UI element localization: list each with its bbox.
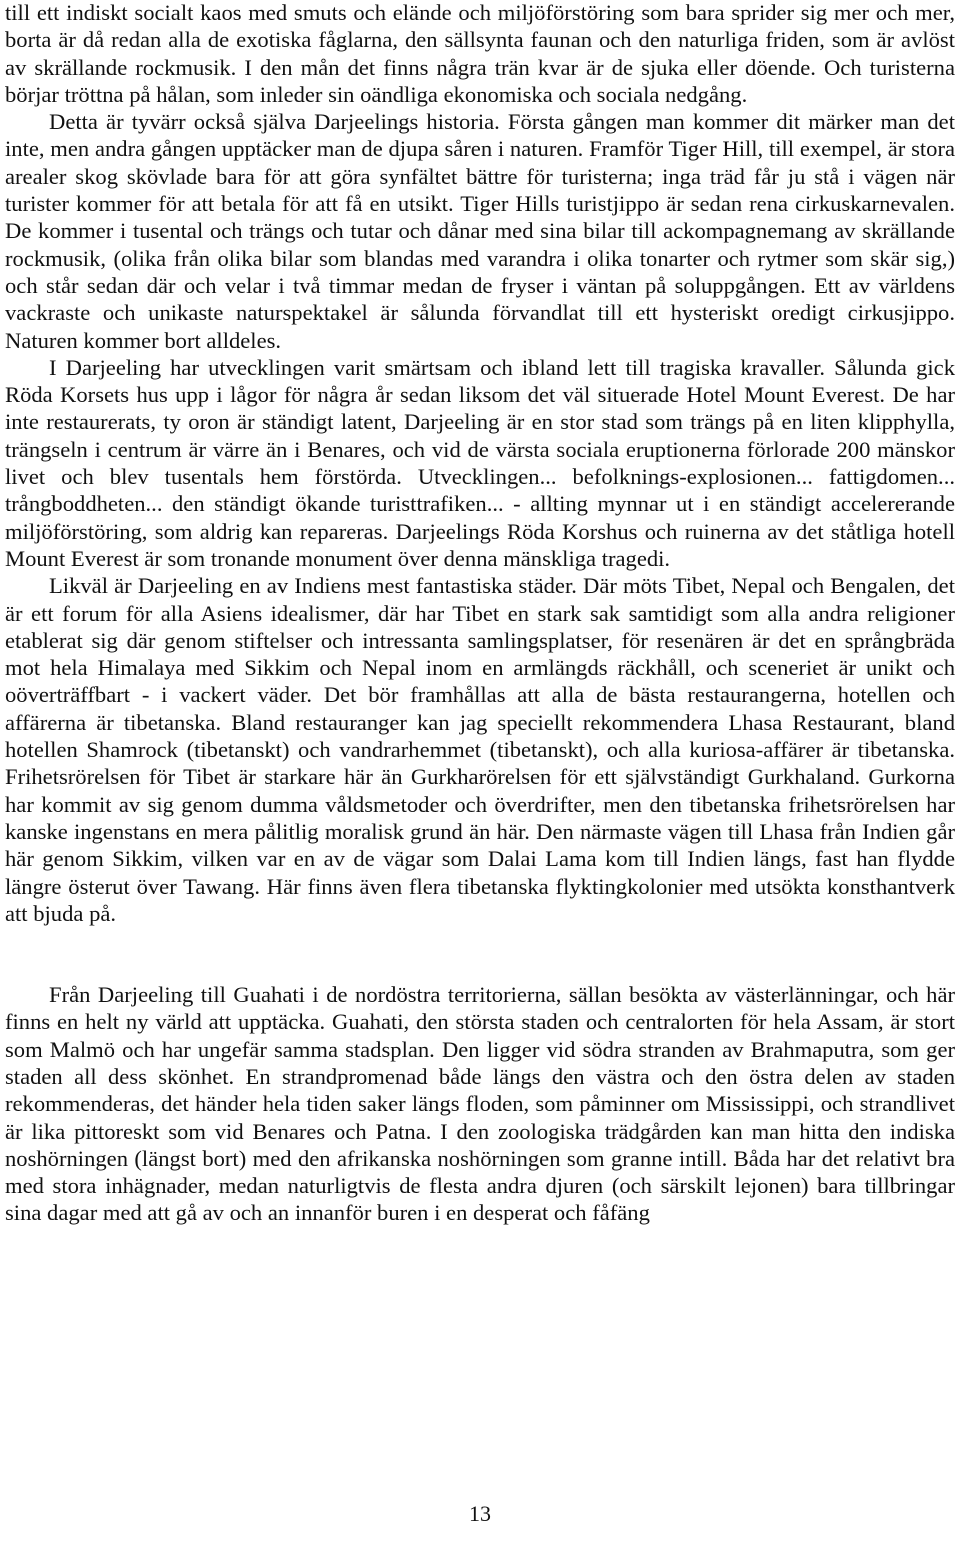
paragraph-5: Från Darjeeling till Guahati i de nordöstra territorierna, sällan besökta av västerlänningar, och här finns en helt ny värld att upptäcka. Guahati, den största staden och centralorten för hela Assam, är stort som Malmö och har ungefär samma stadsplan. Den ligger vid södra stranden av Brahmaputra, som ger staden all dess skönhet. En strandpromenad både längs den västra och den östra delen av staden rekommenderas, det händer hela tiden saker längs floden, som påminner om Mississippi, och strandlivet är lika pittoreskt som vid Benares och Patna. I den zoologiska trädgården kan man hitta den indiska noshörningen (längst bort) med den afrikanska noshörningen som granne intill. Båda har det relativt bra med stora inhägnader, medan naturligtvis de flesta andra djuren (och särskilt lejonen) bara tillbringar sina dagar med att gå av och an innanför buren i en desperat och fåfäng — [5, 982, 955, 1226]
paragraph-3: I Darjeeling har utvecklingen varit smärtsam och ibland lett till tragiska kravaller. Sålunda gick Röda Korsets hus upp i lågor för några år sedan liksom det väl situerade Hotel Mount Everest. De har inte restaurerats, ty oron är ständigt latent, Darjeeling är en stor stad som trängs på en liten klipphylla, trängseln i centrum är värre än i Benares, och vid de värsta sociala eruptionerna förlorade 200 mänskor livet och blev tusentals hem förstörda. Utvecklingen... befolknings-explosionen... fattigdomen... trångboddheten... den ständigt ökande turisttrafiken... - allting mynnar ut i en ständigt accelererande miljöförstöring, som aldrig kan repareras. Darjeelings Röda Korshus och ruinerna av det ståtliga hotell Mount Everest är som tronande monument över denna mänskliga tragedi. — [5, 354, 955, 571]
paragraph-2: Detta är tyvärr också själva Darjeelings historia. Första gången man kommer dit märker man det inte, men andra gången upptäcker man de djupa såren i naturen. Framför Tiger Hill, till exempel, är stora arealer skog skövlade bara för att göra synfältet bättre för turisterna; inga träd får ju stå i vägen när turister kommer för att betala för att få en utsikt. Tiger Hills turistjippo är sedan rena cirkuskarnevalen. De kommer i tusental och trängs och tutar och dånar med sina bilar till ackompagnemang av skrällande rockmusik, (olika från olika bilar som blandas med varandra i olika tonarter och rytmer som skär sig,) och står sedan där och velar i två timmar medan de fryser i väntan på soluppgången. Ett av världens vackraste och unikaste naturspektakel är sålunda förvandlat till ett hysteriskt oredigt cirkusjippo. Naturen kommer bort alldeles. — [5, 109, 955, 353]
paragraph-1: till ett indiskt socialt kaos med smuts och elände och miljöförstöring som bara sprider sig mer och mer, borta är då redan alla de exotiska fåglarna, den sällsynta faunan och den naturliga friden, som är avlöst av skrällande rockmusik. I den mån det finns några trän kvar är de sjuka eller döende. Och turisterna börjar tröttna på hålan, som inleder sin oändliga ekonomiska och sociala nedgång. — [5, 0, 955, 107]
paragraph-4: Likväl är Darjeeling en av Indiens mest fantastiska städer. Där möts Tibet, Nepal och Bengalen, det är ett forum för alla Asiens idealismer, där har Tibet en stark sak samtidigt som alla andra religioner etablerat sig där genom stiftelser och intressanta samlingsplatser, för resenären är det en språngbräda mot hela Himalaya med Sikkim och Nepal inom en armlängds räckhåll, och sceneriet är unikt och oöverträffbart - i vackert väder. Det bör framhållas att alla de bästa restaurangerna, hotellen och affärerna är tibetanska. Bland restauranger kan jag speciellt rekommendera Lhasa Restaurant, bland hotellen Shamrock (tibetanskt) och vandrarhemmet (tibetanskt), och alla kuriosa-affärer är tibetanska. Frihetsrörelsen för Tibet är starkare här än Gurkharörelsen för ett självständigt Gurkhaland. Gurkorna har kommit av sig genom dumma våldsmetoder och överdrifter, men den tibetanska frihetsrörelsen har kanske ingenstans en mera pålitlig moralisk grund än här. Den närmaste vägen till Lhasa från Indien går här genom Sikkim, vilken var en av de vägar som Dalai Lama kom till Indien längs, fast han flydde längre österut över Tawang. Här finns även flera tibetanska flyktingkolonier med utsökta konsthantverk att bjuda på. — [5, 573, 955, 926]
document-page — [5, 0, 955, 1541]
section-gap — [5, 927, 955, 981]
page-number: 13 — [469, 1501, 491, 1526]
